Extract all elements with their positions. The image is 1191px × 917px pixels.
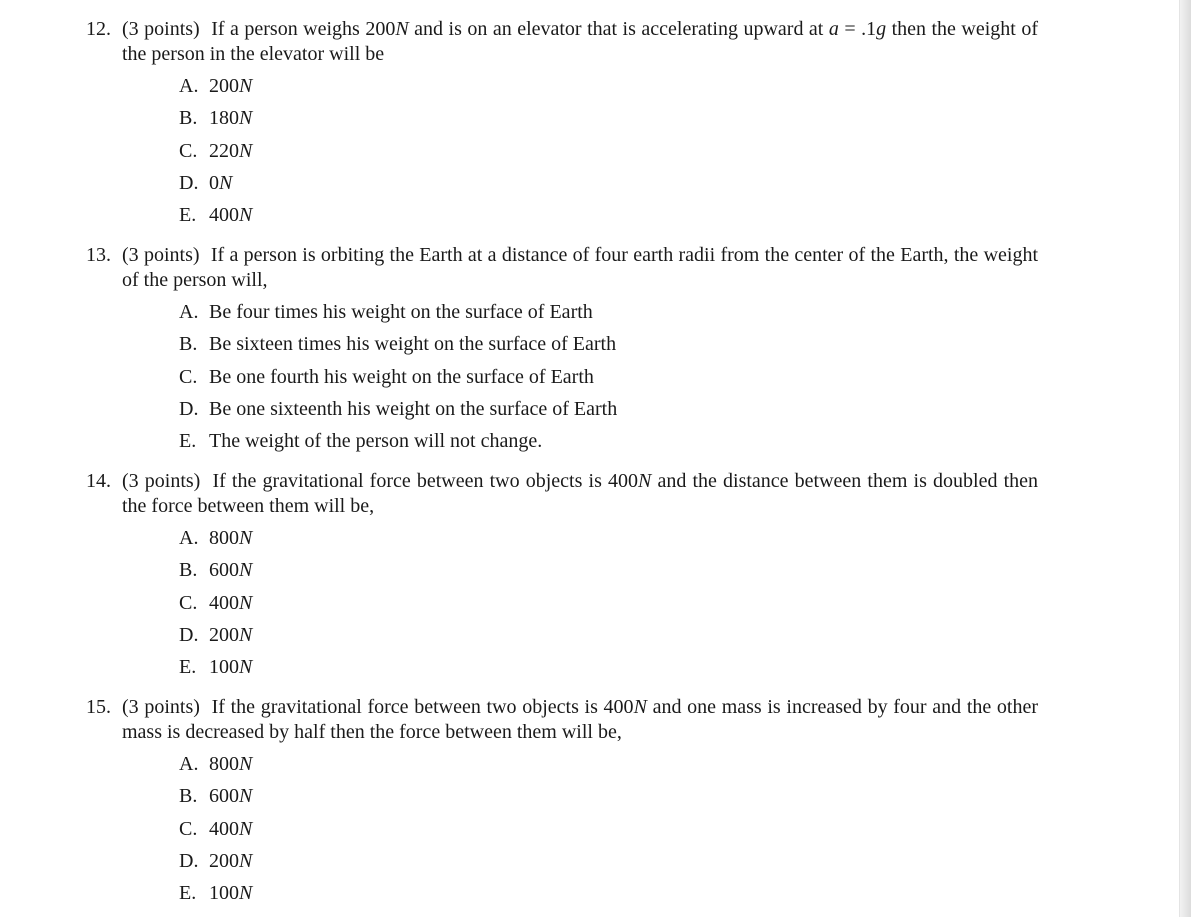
option-text: Be one sixteenth his weight on the surface of Earth [209,397,618,420]
option-text: 100N [209,882,253,905]
question-points: (3 points) [122,696,200,718]
question-points: (3 points) [122,470,201,492]
option-e [179,429,1038,461]
option-text: 400N [209,591,253,614]
option-letter: C. [179,817,198,840]
option-letter: D. [179,849,199,872]
option-text: 200N [209,849,253,872]
option-text: 400N [209,817,253,840]
option-d [179,849,1038,881]
option-letter: D. [179,171,199,194]
answer-options [179,300,1038,461]
question-number: 12. [86,18,111,40]
option-e [179,655,1038,687]
option-text: 800N [209,753,253,775]
option-b [179,106,1038,138]
option-a [179,74,1038,106]
option-letter: A. [179,527,199,549]
question-13 [86,243,1038,461]
option-text: 100N [209,656,253,679]
option-letter: D. [179,623,199,646]
option-e [179,881,1038,913]
option-letter: C. [179,139,198,162]
option-a [179,300,1038,332]
option-letter: A. [179,753,199,775]
option-text: Be four times his weight on the surface of Earth [209,301,593,323]
option-letter: A. [179,75,199,97]
option-text: 180N [209,107,253,130]
option-letter: E. [179,882,197,905]
option-c [179,817,1038,849]
question-number: 15. [86,696,111,718]
answer-options [179,74,1038,235]
option-letter: E. [179,204,197,227]
option-d [179,397,1038,429]
option-text: Be sixteen times his weight on the surface of Earth [209,333,617,356]
option-e [179,203,1038,235]
option-text: 0N [209,171,233,194]
option-text: 800N [209,527,253,549]
option-d [179,623,1038,655]
question-number: 14. [86,470,111,492]
option-c [179,139,1038,171]
viewer-edge-shadow [1179,0,1191,917]
option-text: The weight of the person will not change. [209,430,543,453]
answer-options [179,526,1038,687]
option-letter: E. [179,656,197,679]
option-text: 600N [209,559,253,582]
option-letter: A. [179,301,199,323]
option-text: 220N [209,139,253,162]
option-letter: C. [179,591,198,614]
option-text: Be one fourth his weight on the surface of Earth [209,365,594,388]
option-letter: B. [179,785,198,808]
option-c [179,365,1038,397]
option-text: 200N [209,75,253,97]
answer-options [179,752,1038,913]
question-stem [86,469,1038,518]
option-d [179,171,1038,203]
option-text: 600N [209,785,253,808]
option-a [179,752,1038,784]
option-letter: D. [179,397,199,420]
option-b [179,558,1038,590]
question-points: (3 points) [122,244,200,266]
question-14 [86,469,1038,687]
option-letter: B. [179,333,198,356]
option-text: 200N [209,623,253,646]
option-a [179,526,1038,558]
question-text: If the gravitational force between two objects is 400N and one mass is increased by four and the other mass is decreased by half then the force between them will be, [122,696,1039,743]
option-b [179,332,1038,364]
option-b [179,784,1038,816]
question-text: If a person is orbiting the Earth at a distance of four earth radii from the center of the Earth, the weight of the person will, [122,244,1039,291]
question-text: If the gravitational force between two objects is 400N and the distance between them is doubled then the force between them will be, [122,470,1039,517]
question-stem [86,695,1038,744]
question-number: 13. [86,244,111,266]
option-text: 400N [209,204,253,227]
question-12 [86,17,1038,235]
option-c [179,591,1038,623]
question-15 [86,695,1038,913]
question-stem [86,243,1038,292]
option-letter: B. [179,107,198,130]
option-letter: E. [179,430,197,453]
question-text: If a person weighs 200N and is on an elevator that is accelerating upward at a = .1g then the weight of the person in the elevator will be [122,18,1038,65]
question-points: (3 points) [122,18,200,40]
option-letter: B. [179,559,198,582]
option-letter: C. [179,365,198,388]
question-stem [86,17,1038,66]
